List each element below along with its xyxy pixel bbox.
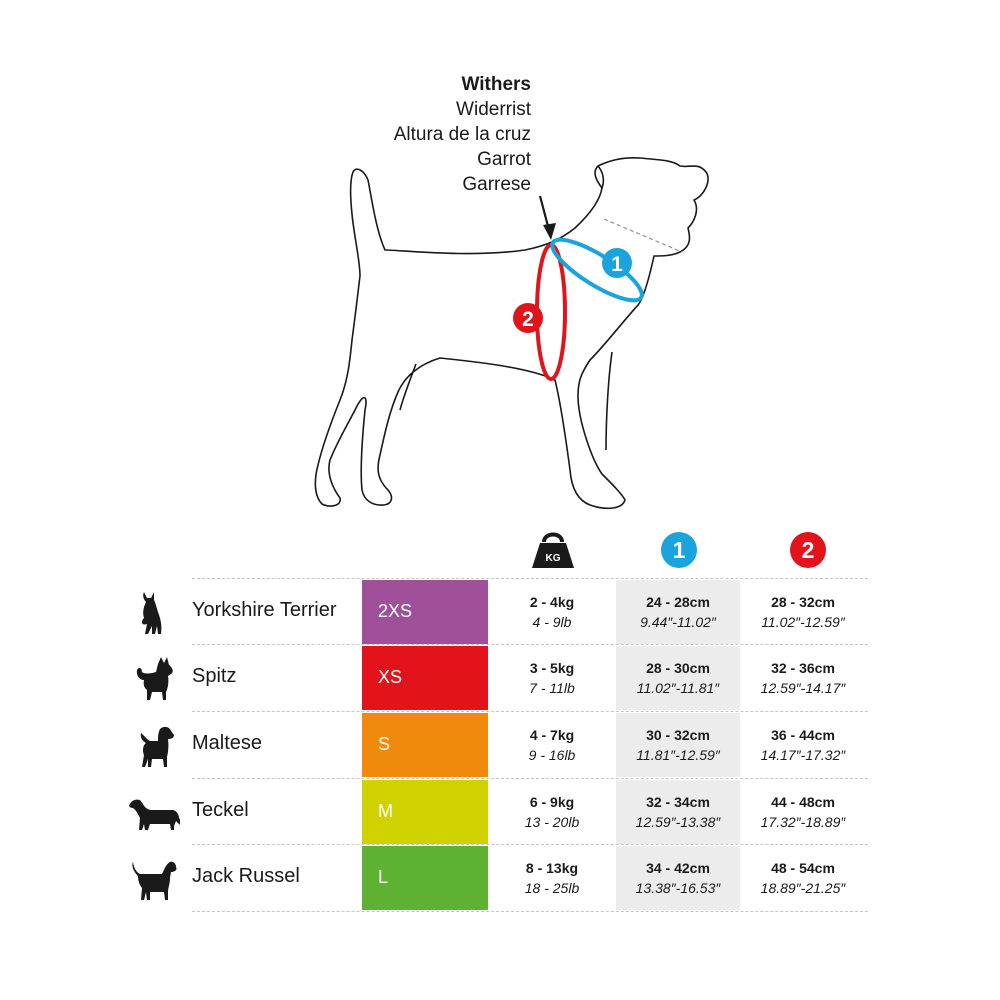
- withers-translation: Garrese: [462, 174, 531, 195]
- neck-in: 11.02″-11.81″: [636, 680, 720, 696]
- kettlebell-label: KG: [545, 553, 561, 564]
- chest-cm: 48 - 54cm: [771, 860, 835, 876]
- neck-cell: [616, 713, 740, 777]
- chest-cm: 32 - 36cm: [771, 660, 835, 676]
- weight-lb: 13 - 20lb: [524, 814, 580, 830]
- breed-name: Jack Russel: [192, 865, 300, 887]
- chest-in: 17.32″-18.89″: [760, 814, 846, 830]
- chest-cm: 28 - 32cm: [771, 594, 835, 610]
- withers-translation: Widerrist: [456, 99, 531, 120]
- neck-header-icon: [659, 530, 699, 570]
- withers-label: [394, 72, 531, 197]
- size-badge: S: [362, 713, 488, 777]
- table-row: [0, 844, 1000, 910]
- yorkshire-terrier-icon: [128, 586, 180, 636]
- neck-cell: [616, 846, 740, 910]
- weight-cell: [489, 713, 615, 777]
- chest-cell: [741, 580, 865, 644]
- chest-cell: [741, 713, 865, 777]
- chest-in: 18.89″-21.25″: [760, 880, 846, 896]
- weight-kg: 6 - 9kg: [529, 794, 575, 810]
- weight-kg: 8 - 13kg: [525, 860, 579, 876]
- chest-in: 14.17″-17.32″: [760, 747, 846, 763]
- weight-kg: 3 - 5kg: [529, 660, 575, 676]
- size-badge: M: [362, 780, 488, 844]
- breed-name: Yorkshire Terrier: [192, 599, 337, 621]
- neck-marker-label: 1: [611, 253, 623, 276]
- neck-header-label: 1: [672, 537, 686, 563]
- neck-in: 12.59″-13.38″: [635, 814, 721, 830]
- chest-header-icon: [788, 530, 828, 570]
- size-badge: XS: [362, 646, 488, 710]
- neck-in: 11.81″-12.59″: [636, 747, 720, 763]
- chest-in: 12.59″-14.17″: [760, 680, 846, 696]
- table-row: [0, 711, 1000, 777]
- weight-cell: [489, 846, 615, 910]
- kettlebell-icon: [527, 530, 579, 572]
- neck-cm: 30 - 32cm: [646, 727, 710, 743]
- table-row: [0, 578, 1000, 644]
- neck-cm: 32 - 34cm: [646, 794, 710, 810]
- withers-translation: Altura de la cruz: [393, 124, 531, 145]
- chest-cell: [741, 646, 865, 710]
- chest-cm: 36 - 44cm: [771, 727, 835, 743]
- maltese-icon: [128, 719, 180, 769]
- table-divider: [192, 911, 868, 912]
- neck-cell: [616, 580, 740, 644]
- neck-cm: 24 - 28cm: [646, 594, 710, 610]
- withers-arrowhead-icon: [543, 223, 556, 240]
- table-row: [0, 644, 1000, 710]
- withers-title: Withers: [461, 74, 531, 95]
- weight-lb: 18 - 25lb: [524, 880, 580, 896]
- jack-russel-icon: [128, 852, 180, 902]
- weight-kg: 2 - 4kg: [529, 594, 575, 610]
- chest-marker-label: 2: [522, 308, 534, 331]
- spitz-icon: [128, 652, 180, 702]
- neck-cm: 28 - 30cm: [646, 660, 710, 676]
- teckel-icon: [128, 786, 180, 836]
- weight-lb: 9 - 16lb: [528, 747, 576, 763]
- size-badge: L: [362, 846, 488, 910]
- weight-lb: 4 - 9lb: [532, 614, 572, 630]
- weight-lb: 7 - 11lb: [529, 680, 575, 696]
- neck-cm: 34 - 42cm: [646, 860, 710, 876]
- breed-name: Spitz: [192, 665, 237, 687]
- chest-cell: [741, 846, 865, 910]
- weight-cell: [489, 580, 615, 644]
- chest-cm: 44 - 48cm: [771, 794, 835, 810]
- table-row: [0, 778, 1000, 844]
- dog-outline: [315, 158, 708, 508]
- weight-kg: 4 - 7kg: [529, 727, 575, 743]
- neck-in: 13.38″-16.53″: [635, 880, 721, 896]
- neck-in: 9.44″-11.02″: [640, 614, 716, 630]
- chest-cell: [741, 780, 865, 844]
- neck-cell: [616, 780, 740, 844]
- chest-in: 11.02″-12.59″: [761, 614, 845, 630]
- weight-cell: [489, 646, 615, 710]
- breed-name: Maltese: [192, 732, 263, 754]
- breed-name: Teckel: [192, 799, 249, 821]
- size-badge: 2XS: [362, 580, 488, 644]
- weight-cell: [489, 780, 615, 844]
- withers-translation: Garrot: [477, 149, 531, 170]
- chest-header-label: 2: [801, 537, 815, 563]
- neck-cell: [616, 646, 740, 710]
